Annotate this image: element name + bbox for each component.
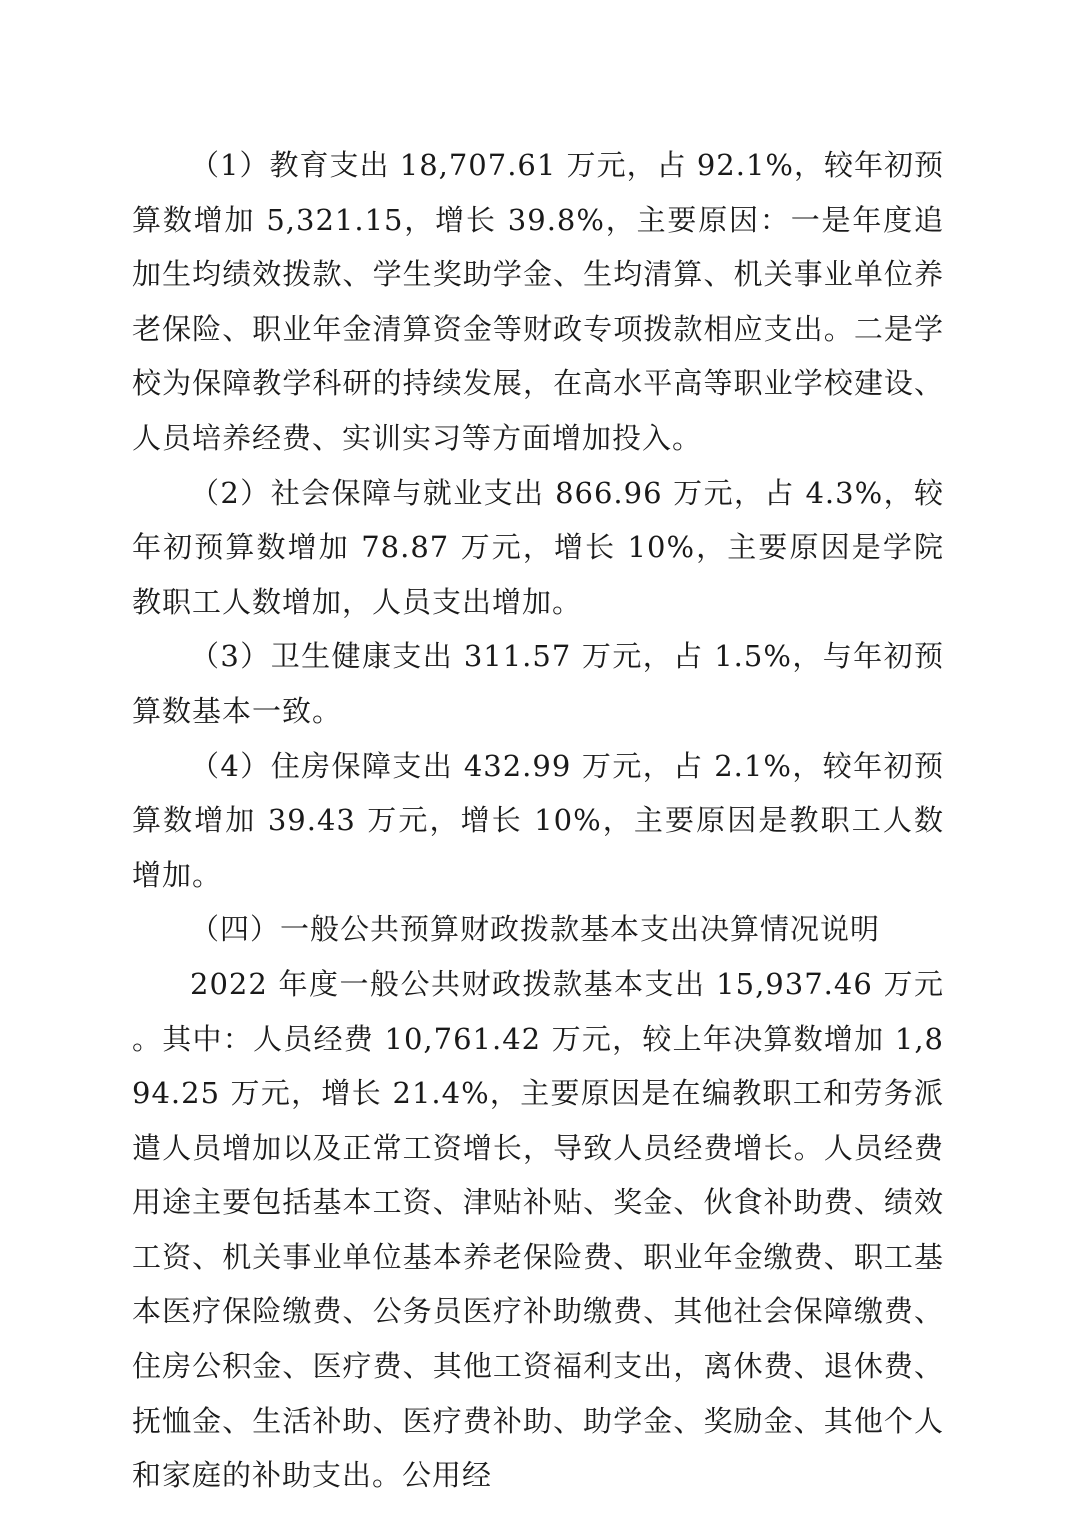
- paragraph-education-expenditure: （1）教育支出 18,707.61 万元，占 92.1%，较年初预算数增加 5,321.15，增长 39.8%，主要原因：一是年度追加生均绩效拨款、学生奖助学金、生均清算、机关事业单位养老保险、职业年金清算资金等财政专项拨款相应支出。二是学校为保障教学科研的持续发展，在高水平高等职业学校建设、人员培养经费、实训实习等方面增加投入。: [132, 148, 944, 455]
- document-page: [132, 138, 944, 1503]
- paragraph-basic-expenditure-details: 2022 年度一般公共财政拨款基本支出 15,937.46 万元。其中：人员经费 10,761.42 万元，较上年决算数增加 1,894.25 万元，增长 21.4%，主要原因是在编教职工和劳务派遣人员增加以及正常工资增长，导致人员经费增长。人员经费用途主要包括基本工资、津贴补贴、奖金、伙食补助费、绩效工资、机关事业单位基本养老保险费、职业年金缴费、职工基本医疗保险缴费、公务员医疗补助缴费、其他社会保障缴费、住房公积金、医疗费、其他工资福利支出，离休费、退休费、抚恤金、生活补助、医疗费补助、助学金、奖励金、其他个人和家庭的补助支出。公用经: [132, 966, 944, 1493]
- paragraph-social-security-expenditure: （2）社会保障与就业支出 866.96 万元，占 4.3%，较年初预算数增加 78.87 万元，增长 10%，主要原因是学院教职工人数增加，人员支出增加。: [132, 475, 944, 619]
- paragraph-housing-expenditure: （4）住房保障支出 432.99 万元，占 2.1%，较年初预算数增加 39.43 万元，增长 10%，主要原因是教职工人数增加。: [132, 748, 944, 892]
- section-heading-basic-expenditure: （四）一般公共预算财政拨款基本支出决算情况说明: [190, 912, 881, 947]
- paragraph-health-expenditure: （3）卫生健康支出 311.57 万元，占 1.5%，与年初预算数基本一致。: [132, 639, 944, 728]
